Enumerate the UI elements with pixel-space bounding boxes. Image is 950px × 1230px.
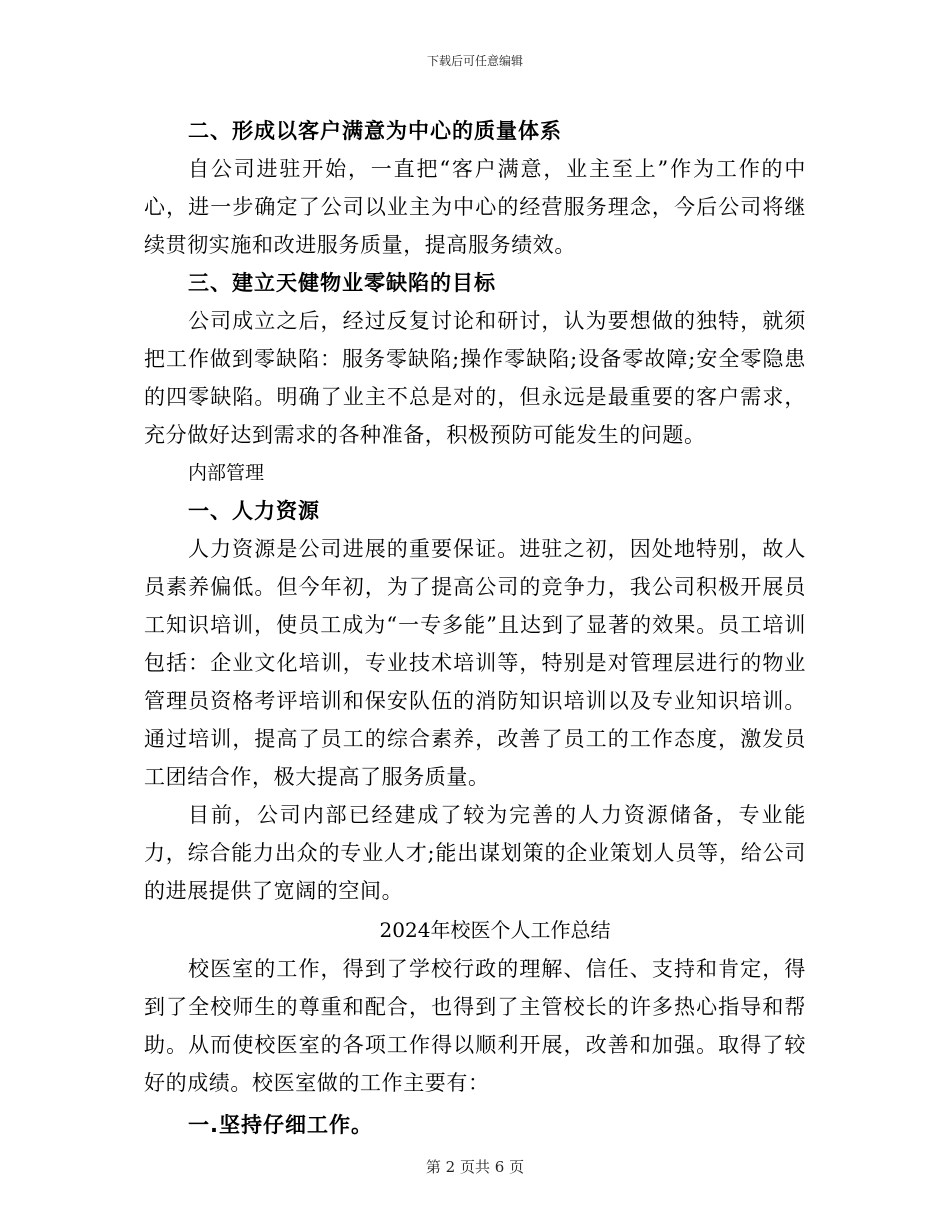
document-body: [144, 112, 806, 1144]
paragraph: 自公司进驻开始，一直把“客户满意，业主至上”作为工作的中心，进一步确定了公司以业主为中心的经营服务理念，今后公司将继续贯彻实施和改进服务质量，提高服务绩效。: [144, 157, 806, 257]
page-footer: 第 2 页共 6 页: [425, 1158, 525, 1176]
paragraph: 校医室的工作，得到了学校行政的理解、信任、支持和肯定，得到了全校师生的尊重和配合，也得到了主管校长的许多热心指导和帮助。从而使校医室的各项工作得以顺利开展，改善和加强。取得了较好的成绩。校医室做的工作主要有：: [144, 957, 806, 1095]
paragraph: 目前，公司内部已经建成了较为完善的人力资源储备，专业能力，综合能力出众的专业人才;能出谋划策的企业策划人员等，给公司的进展提供了宽阔的空间。: [144, 803, 806, 903]
section-heading-human-resources: 一、人力资源: [188, 499, 320, 523]
section-heading-quality-system: 二、形成以客户满意为中心的质量体系: [188, 119, 562, 143]
paragraph: 公司成立之后，经过反复讨论和研讨，认为要想做的独特，就须把工作做到零缺陷：服务零缺陷;操作零缺陷;设备零故障;安全零隐患的四零缺陷。明确了业主不总是对的，但永远是最重要的客户需求，充分做好达到需求的各种准备，积极预防可能发生的问题。: [144, 309, 806, 447]
page-header: 下载后可任意编辑: [426, 54, 523, 68]
document-title: 2024年校医个人工作总结: [379, 918, 611, 942]
section-heading-zero-defect: 三、建立天健物业零缺陷的目标: [188, 271, 496, 295]
subheading-careful-work: 一.坚持仔细工作。: [188, 1113, 373, 1137]
section-label-internal-management: 内部管理: [188, 462, 265, 484]
paragraph: 人力资源是公司进展的重要保证。进驻之初，因处地特别，故人员素养偏低。但今年初，为了提高公司的竞争力，我公司积极开展员工知识培训，使员工成为“一专多能”且达到了显著的效果。员工培训包括：企业文化培训，专业技术培训等，特别是对管理层进行的物业管理员资格考评培训和保安队伍的消防知识培训以及专业知识培训。通过培训，提高了员工的综合素养，改善了员工的工作态度，激发员工团结合作，极大提高了服务质量。: [144, 537, 806, 789]
